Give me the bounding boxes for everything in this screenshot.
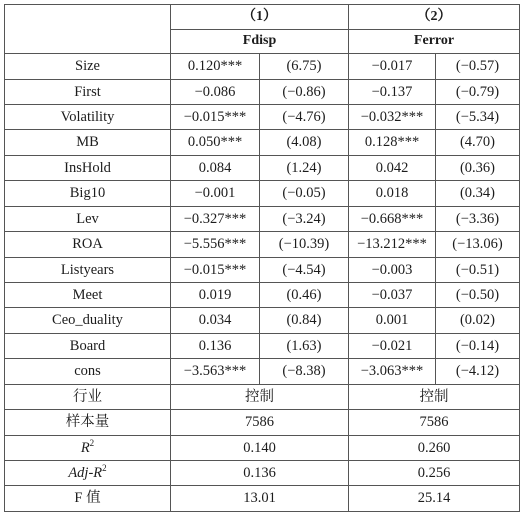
footer-value-ferror: 控制 [349,384,520,409]
variable-name: Ceo_duality [5,308,171,333]
coef-ferror: 0.128*** [349,130,436,155]
coef-fdisp: 0.084 [171,155,260,180]
table-row [5,181,520,206]
footer-value-ferror: 0.260 [349,435,520,460]
tstat-ferror: (−0.50) [436,283,520,308]
variable-name: Board [5,333,171,358]
footer-value-fdisp: 0.140 [171,435,349,460]
table-row [5,130,520,155]
footer-row-industry [5,384,520,409]
coef-ferror: −0.137 [349,79,436,104]
coef-fdisp: 0.050*** [171,130,260,155]
variable-name: Size [5,54,171,79]
variable-name: MB [5,130,171,155]
tstat-ferror: (−5.34) [436,105,520,130]
variable-name: ROA [5,232,171,257]
tstat-fdisp: (4.08) [260,130,349,155]
coef-ferror: 0.001 [349,308,436,333]
col1-number: （1） [171,5,349,30]
tstat-fdisp: (−3.24) [260,206,349,231]
coef-ferror: −0.668*** [349,206,436,231]
footer-value-fdisp: 控制 [171,384,349,409]
coef-fdisp: 0.136 [171,333,260,358]
table-row [5,333,520,358]
table-row [5,257,520,282]
coef-ferror: −13.212*** [349,232,436,257]
tstat-ferror: (−3.36) [436,206,520,231]
tstat-ferror: (−13.06) [436,232,520,257]
table-row [5,79,520,104]
coef-ferror: −0.021 [349,333,436,358]
tstat-fdisp: (0.46) [260,283,349,308]
coef-ferror: −0.037 [349,283,436,308]
coef-fdisp: 0.019 [171,283,260,308]
coef-fdisp: 0.120*** [171,54,260,79]
footer-label-f: F 值 [5,486,171,512]
col1-depvar: Fdisp [171,29,349,54]
tstat-fdisp: (−4.54) [260,257,349,282]
variable-name: Listyears [5,257,171,282]
tstat-fdisp: (−4.76) [260,105,349,130]
tstat-fdisp: (1.63) [260,333,349,358]
footer-value-fdisp: 0.136 [171,460,349,485]
footer-row-f [5,486,520,512]
footer-row-adj-r2 [5,460,520,485]
coef-fdisp: −5.556*** [171,232,260,257]
tstat-ferror: (0.36) [436,155,520,180]
footer-value-ferror: 0.256 [349,460,520,485]
tstat-ferror: (−0.51) [436,257,520,282]
table-row [5,54,520,79]
regression-table [4,4,520,512]
table-row [5,232,520,257]
stat-label-base: Adj-R [68,464,103,481]
header-row-numbers [5,5,520,30]
coef-fdisp: −0.327*** [171,206,260,231]
tstat-ferror: (−4.12) [436,359,520,384]
coef-ferror: −0.017 [349,54,436,79]
footer-label-r2 [5,435,171,460]
coef-fdisp: −0.086 [171,79,260,104]
tstat-fdisp: (−0.86) [260,79,349,104]
tstat-fdisp: (−0.05) [260,181,349,206]
footer-label-n: 样本量 [5,410,171,435]
coef-fdisp: 0.034 [171,308,260,333]
tstat-ferror: (4.70) [436,130,520,155]
coef-ferror: −0.032*** [349,105,436,130]
table-row [5,308,520,333]
coef-ferror: 0.018 [349,181,436,206]
coef-fdisp: −0.015*** [171,105,260,130]
stat-label-superscript: 2 [89,437,95,448]
table-row [5,155,520,180]
stat-label-superscript: 2 [102,462,107,473]
variable-name: InsHold [5,155,171,180]
variable-name: Lev [5,206,171,231]
tstat-ferror: (0.34) [436,181,520,206]
footer-label-adj-r2 [5,460,171,485]
variable-name: Volatility [5,105,171,130]
table-row [5,105,520,130]
col2-depvar: Ferror [349,29,520,54]
tstat-ferror: (−0.57) [436,54,520,79]
variable-name: cons [5,359,171,384]
header-corner-cell [5,5,171,54]
variable-name: First [5,79,171,104]
table-row [5,359,520,384]
coef-ferror: 0.042 [349,155,436,180]
footer-row-r2 [5,435,520,460]
footer-row-n [5,410,520,435]
footer-value-ferror: 25.14 [349,486,520,512]
coef-fdisp: −0.001 [171,181,260,206]
footer-value-ferror: 7586 [349,410,520,435]
tstat-ferror: (−0.14) [436,333,520,358]
tstat-ferror: (−0.79) [436,79,520,104]
col2-number: （2） [349,5,520,30]
footer-value-fdisp: 7586 [171,410,349,435]
table-row [5,283,520,308]
coef-ferror: −0.003 [349,257,436,282]
coef-ferror: −3.063*** [349,359,436,384]
footer-value-fdisp: 13.01 [171,486,349,512]
variable-name: Big10 [5,181,171,206]
tstat-fdisp: (6.75) [260,54,349,79]
coef-fdisp: −0.015*** [171,257,260,282]
tstat-fdisp: (−10.39) [260,232,349,257]
footer-label-industry: 行业 [5,384,171,409]
stat-label-base: R [80,439,90,456]
tstat-fdisp: (−8.38) [260,359,349,384]
tstat-fdisp: (1.24) [260,155,349,180]
variable-name: Meet [5,283,171,308]
table-row [5,206,520,231]
tstat-ferror: (0.02) [436,308,520,333]
coef-fdisp: −3.563*** [171,359,260,384]
tstat-fdisp: (0.84) [260,308,349,333]
